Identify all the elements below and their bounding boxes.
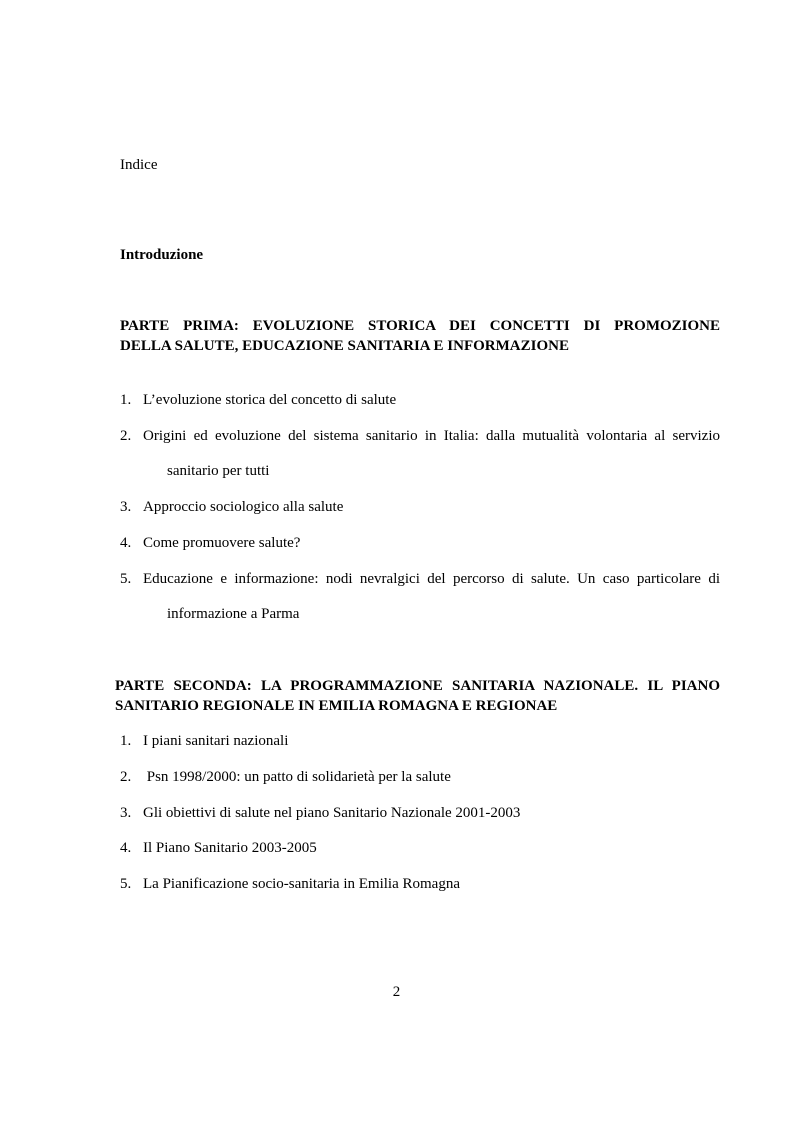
toc-item-number: 2. <box>120 428 132 444</box>
toc-item-text: Approccio sociologico alla salute <box>143 499 344 515</box>
toc-item-number: 4. <box>120 535 132 551</box>
toc-item-number: 1. <box>120 392 132 408</box>
page-number: 2 <box>392 984 401 1000</box>
toc-item-text: Origini ed evoluzione del sistema sanitario in Italia: dalla mutualità volontaria al servizio <box>143 428 720 444</box>
toc-item-number: 5. <box>120 876 132 892</box>
toc-item-text: L’evoluzione storica del concetto di salute <box>143 392 397 408</box>
toc-item-text: Come promuovere salute? <box>143 535 301 551</box>
part-one-heading-line-2: DELLA SALUTE, EDUCAZIONE SANITARIA E INFORMAZIONE <box>120 338 569 354</box>
toc-item-number: 1. <box>120 733 132 749</box>
part-two-heading-line-2: SANITARIO REGIONALE IN EMILIA ROMAGNA E REGIONAE <box>115 698 558 714</box>
part-two-heading-line-1: PARTE SECONDA: LA PROGRAMMAZIONE SANITARIA NAZIONALE. IL PIANO <box>115 678 720 694</box>
toc-item-continuation: informazione a Parma <box>167 606 300 622</box>
toc-item-text: Gli obiettivi di salute nel piano Sanitario Nazionale 2001-2003 <box>143 805 521 821</box>
toc-item-number: 3. <box>120 805 132 821</box>
part-one-heading <box>120 316 720 356</box>
toc-item-continuation: sanitario per tutti <box>167 463 270 479</box>
toc-item-number: 4. <box>120 840 132 856</box>
toc-item-text: I piani sanitari nazionali <box>143 733 289 749</box>
toc-item-number: 3. <box>120 499 132 515</box>
introduction-heading: Introduzione <box>120 247 204 263</box>
toc-item-text: Psn 1998/2000: un patto di solidarietà per la salute <box>143 769 451 785</box>
toc-item-number: 2. <box>120 769 132 785</box>
toc-item-text: La Pianificazione socio-sanitaria in Emilia Romagna <box>143 876 460 892</box>
toc-title: Indice <box>120 157 158 173</box>
toc-item-text: Il Piano Sanitario 2003-2005 <box>143 840 317 856</box>
part-two-heading <box>115 676 720 716</box>
toc-item-text: Educazione e informazione: nodi nevralgici del percorso di salute. Un caso particolare di <box>143 571 720 587</box>
toc-item-number: 5. <box>120 571 132 587</box>
part-one-heading-line-1: PARTE PRIMA: EVOLUZIONE STORICA DEI CONCETTI DI PROMOZIONE <box>120 318 720 334</box>
